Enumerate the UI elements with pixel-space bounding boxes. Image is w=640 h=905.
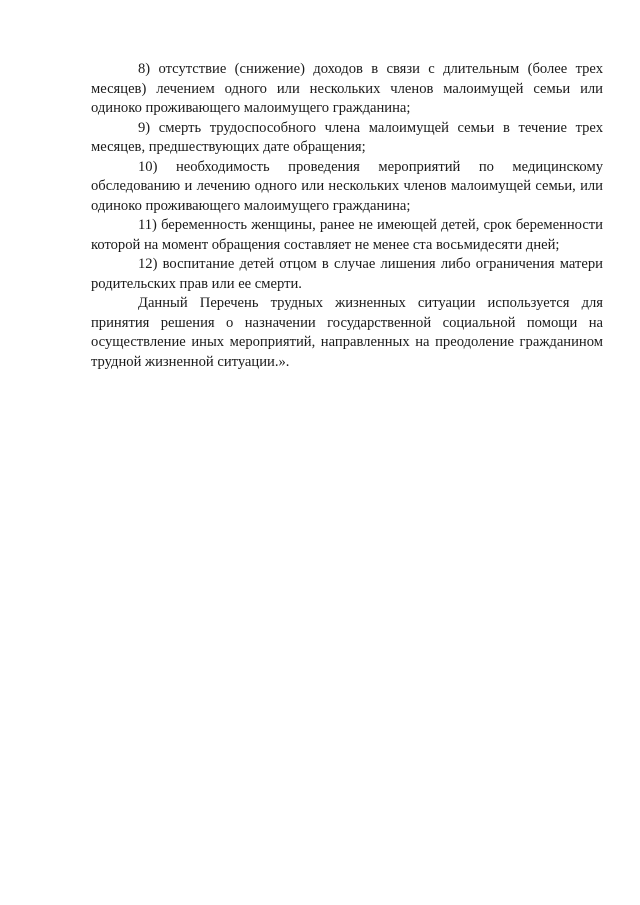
paragraph-item-10: 10) необходимость проведения мероприятий по медицинскому обследованию и лечению одного или нескольких членов малоимущей семьи, или одиноко проживающего малоимущего гражданина; — [91, 158, 603, 214]
paragraph-item-8: 8) отсутствие (снижение) доходов в связи с длительным (более трех месяцев) лечением одного или нескольких членов малоимущей семьи или одиноко проживающего малоимущего гражданина; — [91, 61, 603, 116]
paragraph-item-9: 9) смерть трудоспособного члена малоимущей семьи в течение трех месяцев, предшествующих дате обращения; — [91, 119, 603, 155]
document-body — [91, 60, 603, 372]
paragraph-item-12: 12) воспитание детей отцом в случае лишения либо ограничения матери родительских прав или ее смерти. — [91, 256, 603, 292]
paragraph-closing: Данный Перечень трудных жизненных ситуации используется для принятия решения о назначении государственной социальной помощи на осуществление иных мероприятий, направленных на преодоление гражданином трудной жизненной ситуации.». — [91, 295, 603, 370]
paragraph-item-11: 11) беременность женщины, ранее не имеющей детей, срок беременности которой на момент обращения составляет не менее ста восьмидесяти дней; — [91, 217, 603, 253]
